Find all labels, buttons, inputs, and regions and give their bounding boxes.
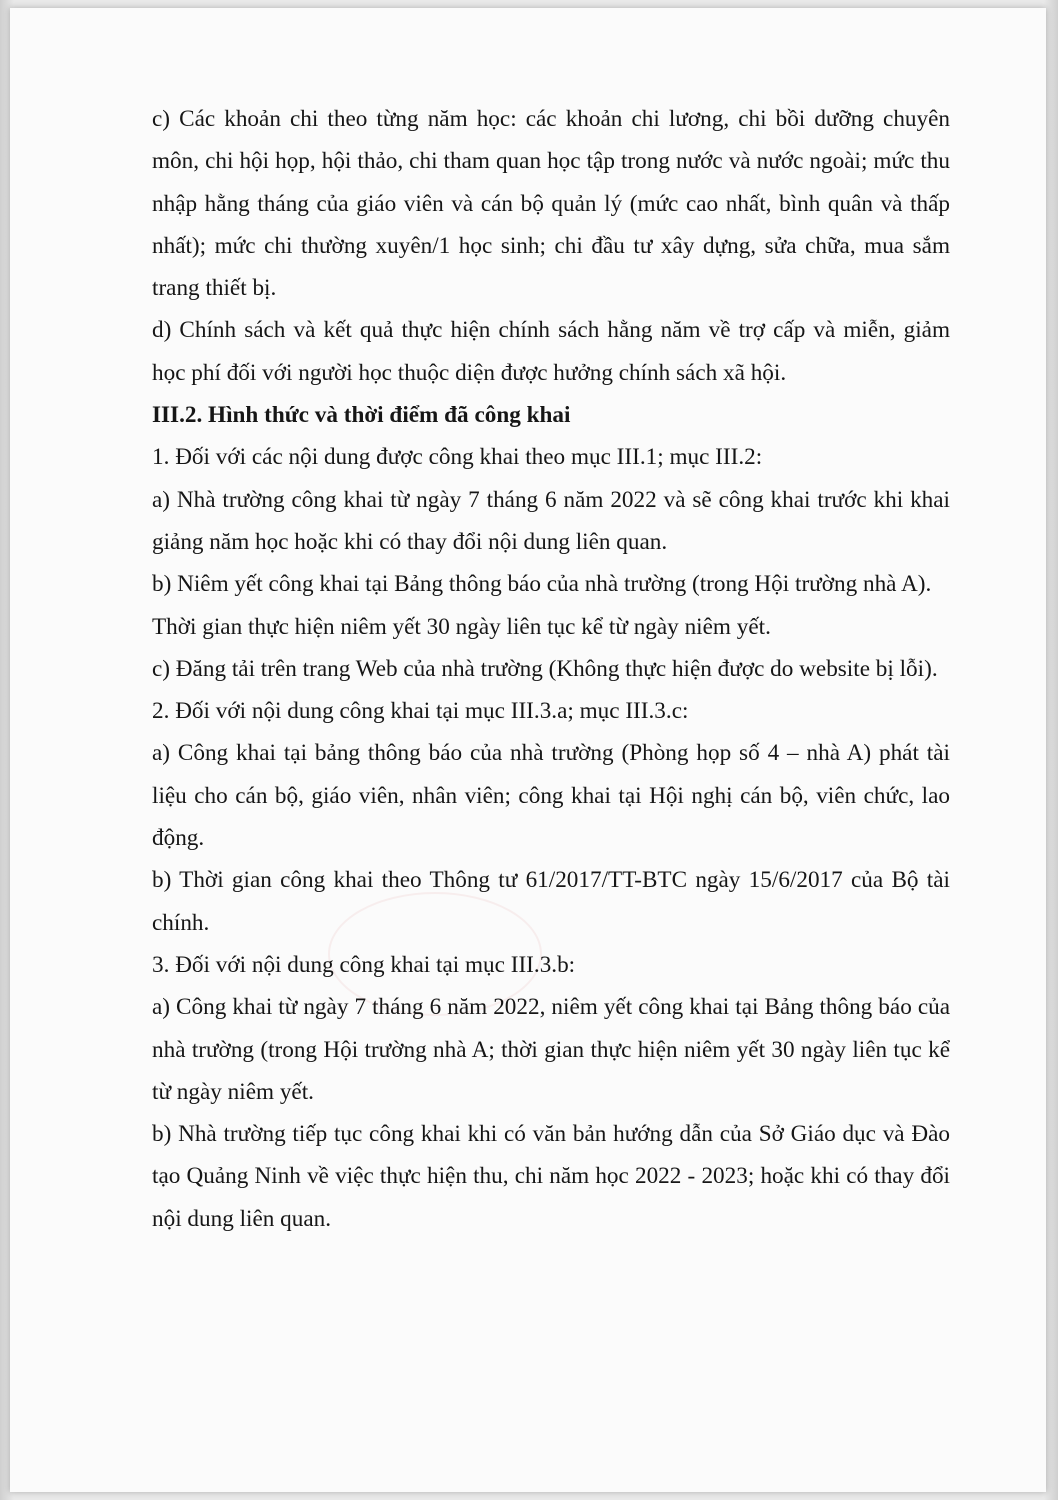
item-1: 1. Đối với các nội dung được công khai theo mục III.1; mục III.2: — [152, 444, 763, 471]
item-2: 2. Đối với nội dung công khai tại mục III.3.a; mục III.3.c: — [152, 698, 689, 725]
item-1b: b) Niêm yết công khai tại Bảng thông báo của nhà trường (trong Hội trường nhà A). — [152, 571, 932, 598]
paragraph-d-policy: d) Chính sách và kết quả thực hiện chính sách hằng năm về trợ cấp và miễn, giảm học phí đối với người học thuộc diện được hưởng chính sách xã hội. — [152, 317, 950, 386]
item-1a: a) Nhà trường công khai từ ngày 7 tháng 6 năm 2022 và sẽ công khai trước khi khai giảng năm học hoặc khi có thay đổi nội dung liên quan. — [152, 486, 950, 555]
paragraph-c-expenses: c) Các khoản chi theo từng năm học: các khoản chi lương, chi bồi dưỡng chuyên môn, chi hội họp, hội thảo, chi tham quan học tập trong nước và nước ngoài; mức thu nhập hằng tháng của giáo viên và cán bộ quản lý (mức cao nhất, bình quân và thấp nhất); mức chi thường xuyên/1 học sinh; chi đầu tư xây dựng, sửa chữa, mua sắm trang thiết bị. — [152, 106, 950, 302]
item-3a: a) Công khai từ ngày 7 tháng 6 năm 2022, niêm yết công khai tại Bảng thông báo của nhà trường (trong Hội trường nhà A; thời gian thực hiện niêm yết 30 ngày liên tục kể từ ngày niêm yết. — [152, 994, 950, 1105]
item-2a: a) Công khai tại bảng thông báo của nhà trường (Phòng họp số 4 – nhà A) phát tài liệu cho cán bộ, giáo viên, nhân viên; công khai tại Hội nghị cán bộ, viên chức, lao động. — [152, 740, 950, 852]
item-3b: b) Nhà trường tiếp tục công khai khi có văn bản hướng dẫn của Sở Giáo dục và Đào tạo Quảng Ninh về việc thực hiện thu, chi năm học 2022 - 2023; hoặc khi có thay đổi nội dung liên quan. — [152, 1121, 950, 1232]
item-3: 3. Đối với nội dung công khai tại mục III.3.b: — [152, 951, 576, 978]
item-1b-time: Thời gian thực hiện niêm yết 30 ngày liên tục kể từ ngày niêm yết. — [152, 613, 771, 640]
item-1c: c) Đăng tải trên trang Web của nhà trường (Không thực hiện được do website bị lỗi). — [152, 655, 938, 682]
document-body — [152, 98, 950, 1240]
section-heading: III.2. Hình thức và thời điểm đã công khai — [152, 402, 571, 429]
item-2b: b) Thời gian công khai theo Thông tư 61/2017/TT-BTC ngày 15/6/2017 của Bộ tài chính. — [152, 867, 950, 936]
